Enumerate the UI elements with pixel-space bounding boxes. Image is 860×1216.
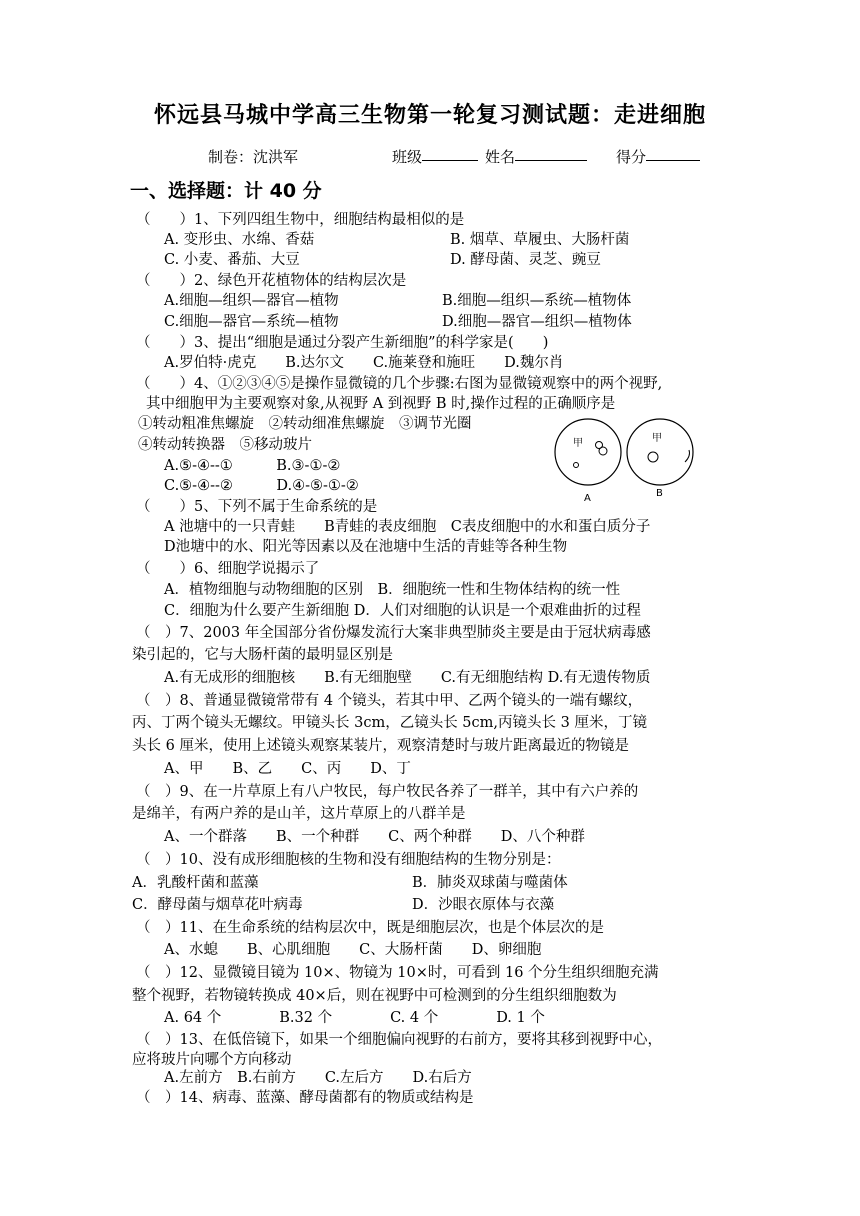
option-line: A．乳酸杆菌和蓝藻 [132, 875, 259, 891]
score-field[interactable] [616, 146, 646, 167]
field-a-circle [555, 419, 621, 485]
figure-label-a: A [584, 493, 591, 504]
option-line: A、水螅 B、心肌细胞 C、大肠杆菌 D、卵细胞 [164, 942, 542, 958]
option-line: A、甲 B、乙 C、丙 D、丁 [164, 761, 411, 777]
question-line: 是绵羊，有两户养的是山羊，这片草原上的八群羊是 [132, 806, 466, 822]
name-field[interactable] [485, 146, 515, 167]
question-line: 整个视野，若物镜转换成 40×后，则在视野中可检测到的分生组织细胞数为 [132, 988, 617, 1004]
option-line: C．酵母菌与烟草花叶病毒 [132, 897, 303, 913]
cell-b-edge [685, 450, 690, 462]
option-line: A.罗伯特·虎克 B.达尔文 C.施莱登和施旺 D.魏尔肖 [164, 355, 564, 371]
score-label: 得分 [616, 148, 647, 166]
option-line: D. 酵母菌、灵芝、豌豆 [450, 252, 601, 268]
question-line: （ ）3、提出“细胞是通过分裂产生新细胞”的科学家是( ) [136, 335, 549, 351]
class-field[interactable] [392, 146, 422, 167]
question-line: （ ）7、2003 年全国部分省份爆发流行大案非典型肺炎主要是由于冠状病毒感 [136, 625, 651, 641]
option-line: A.⑤-④--① B.③-①-② [164, 458, 341, 474]
option-line: D.细胞—器官—组织—植物体 [442, 314, 632, 330]
microscope-fields-figure [548, 412, 708, 504]
option-line: A 池塘中的一只青蛙 B青蛙的表皮细胞 C表皮细胞中的水和蛋白质分子 [164, 519, 651, 535]
question-line: 其中细胞甲为主要观察对象,从视野 A 到视野 B 时,操作过程的正确顺序是 [146, 396, 616, 412]
figure-label-b: B [656, 488, 663, 499]
field-b-circle [627, 419, 693, 485]
option-line: B．肺炎双球菌与噬菌体 [412, 875, 568, 891]
question-line: （ ）1、下列四组生物中，细胞结构最相似的是 [136, 212, 465, 228]
question-line: （ ）8、普通显微镜常带有 4 个镜头，若其中甲、乙两个镜头的一端有螺纹， [136, 693, 643, 709]
class-label: 班级 [392, 148, 423, 166]
cell-b-1 [648, 452, 658, 462]
option-line: A.左前方 B.右前方 C.左后方 D.右后方 [164, 1070, 472, 1086]
question-line: （ ）12、显微镜目镜为 10×、物镜为 10×时，可看到 16 个分生组织细胞充满 [136, 965, 659, 981]
question-line: （ ）5、下列不属于生命系统的是 [136, 499, 378, 515]
option-line: A.有无成形的细胞核 B.有无细胞壁 C.有无细胞结构 D.有无遗传物质 [164, 670, 651, 686]
question-line: （ ）6、细胞学说揭示了 [136, 561, 320, 577]
cell-a-3 [574, 463, 579, 468]
question-line: （ ）2、绿色开花植物体的结构层次是 [136, 273, 407, 289]
name-label: 姓名 [485, 148, 516, 166]
option-line: C.⑤-④--② D.④-⑤-①-② [164, 478, 359, 494]
page-title: 怀远县马城中学高三生物第一轮复习测试题：走进细胞 [153, 103, 706, 128]
question-line: （ ）10、没有成形细胞核的生物和没有细胞结构的生物分别是： [136, 852, 561, 868]
option-line: B. 烟草、草履虫、大肠杆菌 [450, 232, 630, 248]
cell-a-2 [599, 447, 607, 455]
option-line: A. 变形虫、水绵、香菇 [164, 232, 315, 248]
microscope-fields-svg [548, 412, 708, 504]
cell-label-b: 甲 [652, 433, 662, 444]
question-line: （ ）4、①②③④⑤是操作显微镜的几个步骤:右图为显微镜观察中的两个视野, [136, 376, 663, 392]
question-line: 应将玻片向哪个方向移动 [132, 1052, 292, 1068]
option-line: A. 64 个 B.32 个 C. 4 个 D. 1 个 [164, 1010, 545, 1026]
option-line: C．细胞为什么要产生新细胞 D．人们对细胞的认识是一个艰难曲折的过程 [164, 603, 641, 619]
option-line: D池塘中的水、阳光等因素以及在池塘中生活的青蛙等各种生物 [164, 539, 568, 555]
question-line: 头长 6 厘米，使用上述镜头观察某装片，观察清楚时与玻片距离最近的物镜是 [132, 738, 629, 754]
question-line: （ ）11、在生命系统的结构层次中，既是细胞层次，也是个体层次的是 [136, 920, 604, 936]
question-line: 丙、丁两个镜头无螺纹。甲镜头长 3cm，乙镜头长 5cm,丙镜头长 3 厘米，丁镜 [132, 715, 647, 731]
option-line: ④转动转换器 ⑤移动玻片 [138, 437, 312, 453]
option-line: A.细胞—组织—器官—植物 [164, 293, 339, 309]
question-line: （ ）14、病毒、蓝藻、酵母菌都有的物质或结构是 [136, 1090, 474, 1106]
cell-label-a: 甲 [573, 438, 583, 449]
option-line: C. 小麦、番茄、大豆 [164, 252, 300, 268]
option-line: ①转动粗准焦螺旋 ②转动细准焦螺旋 ③调节光圈 [138, 416, 472, 432]
question-line: 染引起的，它与大肠杆菌的最明显区别是 [132, 647, 393, 663]
question-line: （ ）9、在一片草原上有八户牧民，每户牧民各养了一群羊，其中有六户养的 [136, 784, 639, 800]
option-line: D．沙眼衣原体与衣藻 [412, 897, 555, 913]
author-label: 制卷：沈洪军 [208, 148, 299, 166]
question-line: （ ）13、在低倍镜下，如果一个细胞偏向视野的右前方，要将其移到视野中心， [136, 1032, 662, 1048]
option-line: C.细胞—器官—系统—植物 [164, 314, 339, 330]
section-heading: 一、选择题：计 40 分 [130, 180, 322, 202]
option-line: A、一个群落 B、一个种群 C、两个种群 D、八个种群 [164, 829, 585, 845]
option-line: B.细胞—组织—系统—植物体 [442, 293, 632, 309]
option-line: A．植物细胞与动物细胞的区别 B．细胞统一性和生物体结构的统一性 [164, 582, 621, 598]
